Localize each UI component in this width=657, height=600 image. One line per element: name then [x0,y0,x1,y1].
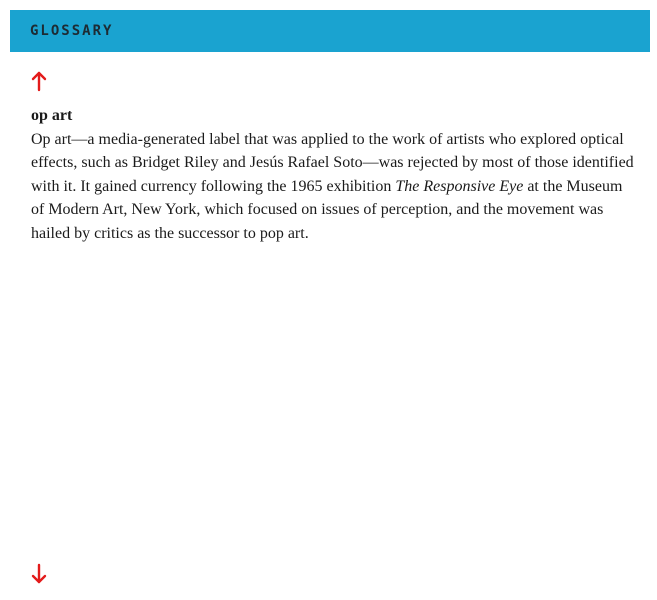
glossary-header [10,10,650,52]
definition-text-part1: Op art—a media-generated label that was applied to the work of artists who explored optical effects, such as Bridget Riley and Jesús Rafael Soto—was rejected by most of those identified with it. It gained currency following the 1965 exhibition [31,131,634,195]
exhibition-title: The Responsive Eye [395,177,524,195]
next-entry-button[interactable] [30,563,48,585]
entry-term: op art [31,107,73,124]
arrow-down-icon [30,563,48,585]
previous-entry-button[interactable] [30,70,48,92]
header-title: GLOSSARY [30,23,114,39]
entry-definition [31,128,636,245]
arrow-up-icon [30,70,48,92]
definition-text-part2: at the Museum of Modern Art, New York, which focused on issues of perception, and the movement was hailed by critics as the successor to pop art. [31,177,623,242]
glossary-entry [31,106,636,245]
